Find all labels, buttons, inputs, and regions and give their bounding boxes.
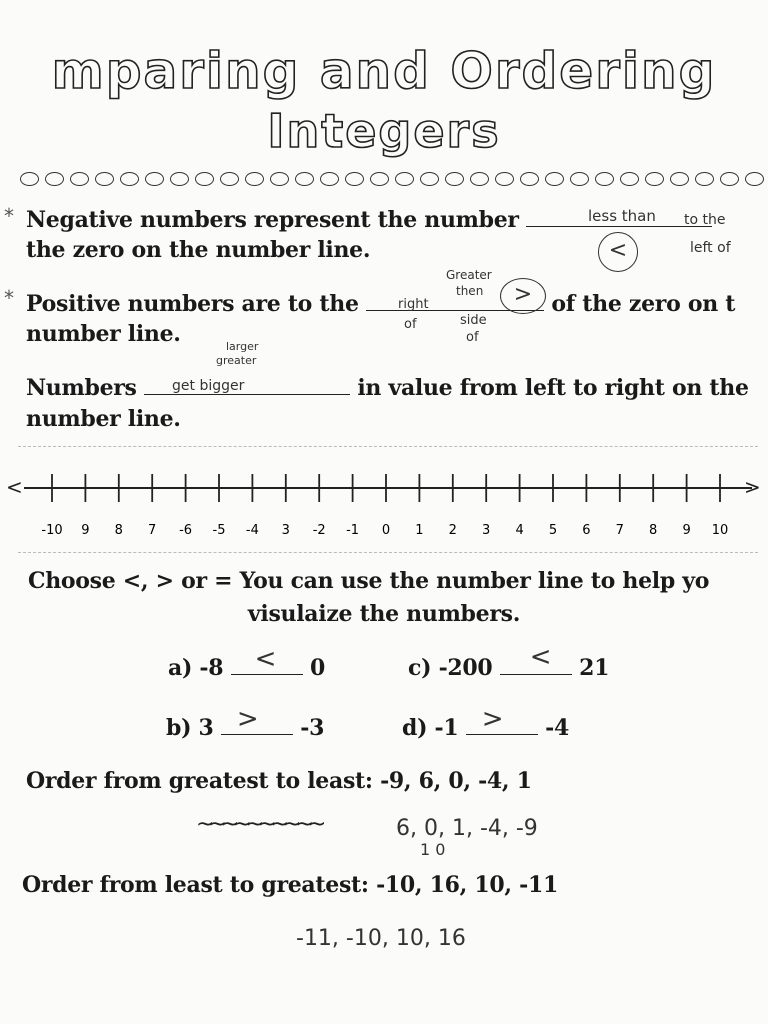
handwritten-answer: less than [588, 207, 656, 225]
handwritten-answer: of [466, 330, 479, 345]
star-mark: * [4, 286, 14, 310]
number-line-label: 2 [448, 523, 457, 538]
decorative-circle [420, 172, 439, 186]
number-line-label: 10 [711, 523, 729, 538]
handwritten-correction: 1 0 [420, 840, 446, 859]
number-line-label: 4 [515, 523, 524, 538]
decorative-circle [670, 172, 689, 186]
scribbled-out-answer: ~~~~~~~~~~ [196, 812, 321, 837]
order-greatest-to-least-prompt: Order from greatest to least: -9, 6, 0, -4, 1 [26, 768, 532, 794]
statement-text: of the zero on t [544, 291, 736, 317]
decorative-circle [495, 172, 514, 186]
number-line-label: 5 [548, 523, 558, 538]
decorative-circle [45, 172, 64, 186]
decorative-circle [95, 172, 114, 186]
right-arrow: > [744, 475, 761, 499]
problem-d: d) -1 > -4 [402, 704, 569, 741]
circled-symbol: < [598, 232, 638, 272]
number-line [0, 458, 768, 548]
handwritten-answer: > [481, 704, 504, 734]
worksheet-title-line1: mparing and Ordering [51, 42, 717, 100]
decorative-circle [645, 172, 664, 186]
number-line-label: 7 [615, 523, 624, 538]
statement-numbers-line1 [26, 372, 749, 401]
decorative-circle [745, 172, 764, 186]
problem-c: c) -200 < 21 [408, 642, 610, 681]
handwritten-answer: of [404, 317, 417, 332]
number-line-label: -5 [212, 523, 226, 538]
statement-text: Negative numbers represent the number [26, 207, 527, 233]
decorative-circle [20, 172, 39, 186]
statement-positive-line2: number line. [26, 321, 181, 347]
decorative-circle [370, 172, 389, 186]
decorative-circle [195, 172, 214, 186]
handwritten-answer: right [398, 297, 429, 312]
number-line-label: -6 [179, 523, 193, 538]
handwritten-answer: > [236, 704, 259, 734]
handwritten-answer: left of [690, 240, 731, 256]
decorative-circle [345, 172, 364, 186]
handwritten-answer: < [529, 642, 552, 672]
section-divider [18, 446, 758, 447]
choose-instructions: Choose <, > or = You can use the number line to help yo [28, 568, 710, 594]
problem-a: a) -8 < 0 [168, 644, 325, 681]
decorative-circle [170, 172, 189, 186]
left-arrow: < [6, 475, 23, 499]
number-line-label: -1 [346, 523, 360, 538]
number-line-label: -2 [312, 523, 326, 538]
statement-text: in value from left to right on the [350, 375, 749, 401]
decorative-circle [620, 172, 639, 186]
handwritten-note: larger [226, 340, 259, 353]
decorative-circle [70, 172, 89, 186]
decorative-circle [520, 172, 539, 186]
number-line-label: 7 [148, 523, 157, 538]
decorative-circle [395, 172, 414, 186]
number-line-label: 6 [582, 523, 591, 538]
decorative-circle [545, 172, 564, 186]
number-line-label: 8 [114, 523, 123, 538]
number-line-label: 9 [81, 523, 90, 538]
decorative-circle [270, 172, 289, 186]
handwritten-answer: get bigger [172, 378, 245, 394]
decorative-circle [695, 172, 714, 186]
handwritten-answer: side [460, 313, 487, 328]
handwritten-note: greater [216, 354, 257, 367]
number-line-label: 3 [482, 523, 491, 538]
statement-negative-line2: the zero on the number line. [26, 237, 371, 263]
statement-text: Numbers [26, 375, 144, 401]
handwritten-order-answer: 6, 0, 1, -4, -9 [396, 816, 538, 841]
decorative-circle [295, 172, 314, 186]
number-line-label: -4 [245, 523, 259, 538]
problem-b: b) 3 > -3 [166, 704, 325, 741]
number-line-label: -10 [41, 523, 63, 538]
decorative-circle-border [20, 168, 768, 192]
number-line-label: 0 [381, 523, 391, 538]
decorative-circle [595, 172, 614, 186]
statement-numbers-line2: number line. [26, 406, 181, 432]
number-line-label: 1 [415, 523, 424, 538]
number-line-label: 3 [281, 523, 290, 538]
decorative-circle [445, 172, 464, 186]
number-line-label: 9 [682, 523, 691, 538]
decorative-circle [570, 172, 589, 186]
decorative-circle [720, 172, 739, 186]
number-line-ticks [41, 474, 728, 538]
section-divider [18, 552, 758, 553]
handwritten-order-answer: -11, -10, 10, 16 [296, 926, 466, 951]
handwritten-answer: < [254, 644, 277, 674]
worksheet-title-line2: Integers [267, 104, 501, 158]
handwritten-note: then [456, 284, 484, 298]
decorative-circle [220, 172, 239, 186]
decorative-circle [320, 172, 339, 186]
decorative-circle [145, 172, 164, 186]
statement-positive-line1 [26, 288, 735, 317]
decorative-circle [470, 172, 489, 186]
circled-symbol: > [500, 278, 546, 314]
number-line-label: 8 [649, 523, 658, 538]
order-least-to-greatest-prompt: Order from least to greatest: -10, 16, 10, -11 [22, 872, 558, 898]
choose-instructions-line2: visulaize the numbers. [247, 601, 521, 627]
decorative-circle [120, 172, 139, 186]
statement-text: Positive numbers are to the [26, 291, 367, 317]
decorative-circle [245, 172, 264, 186]
star-mark: * [4, 204, 14, 228]
handwritten-answer: to the [684, 212, 726, 228]
handwritten-note: Greater [446, 268, 492, 282]
